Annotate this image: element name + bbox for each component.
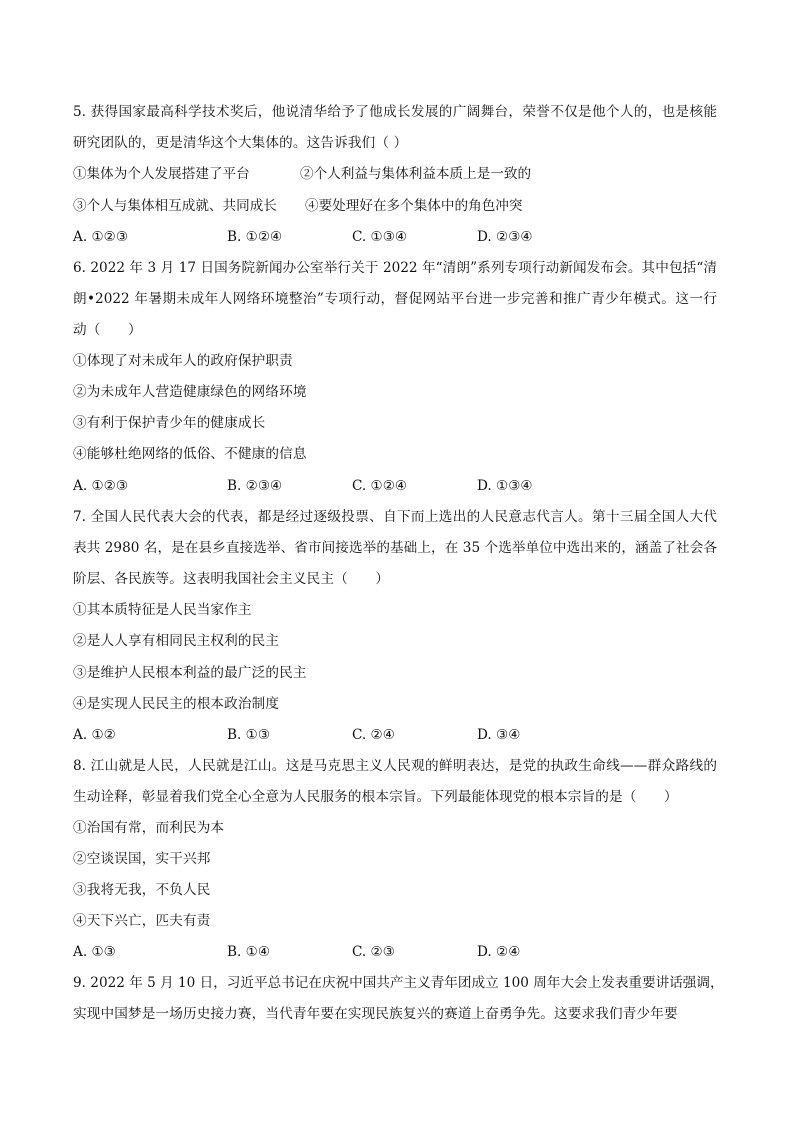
question-8-option-c: C. ②③ <box>352 944 395 960</box>
question-6-option-d: D. ①③④ <box>477 478 533 494</box>
question-6-stem-line-1: 6. 2022 年 3 月 17 日国务院新闻办公室举行关于 2022 年“清朗”系列专项行动新闻发布会。其中包括“清 <box>73 260 717 276</box>
question-6-statement-3: ③有利于保护青少年的健康成长 <box>73 415 266 431</box>
question-8-statement-2: ②空谈误国，实干兴邦 <box>73 851 211 867</box>
question-9-stem-line-1: 9. 2022 年 5 月 10 日，习近平总书记在庆祝中国共产主义青年团成立 100 周年大会上发表重要讲话强调， <box>73 975 724 991</box>
question-8-statement-1: ①治国有常，而利民为本 <box>73 820 225 836</box>
question-8-option-b: B. ①④ <box>227 944 271 960</box>
question-6-statement-2: ②为未成年人营造健康绿色的网络环境 <box>73 384 307 400</box>
question-9-stem-line-2: 实现中国梦是一场历史接力赛，当代青年要在实现民族复兴的赛道上奋勇争先。这要求我们青少年要 <box>73 1006 678 1022</box>
question-5-statement-1: ①集体为个人发展搭建了平台 <box>73 166 250 182</box>
question-5-stem-line-1: 5. 获得国家最高科学技术奖后，他说清华给予了他成长发展的广阔舞台，荣誉不仅是他个人的，也是核能 <box>73 104 717 120</box>
question-7-stem-line-2: 表共 2980 名，是在县乡直接选举、省市间接选举的基础上，在 35 个选举单位中选出来的，涵盖了社会各 <box>73 540 717 556</box>
question-6-option-b: B. ②③④ <box>227 478 283 494</box>
question-6-statement-4: ④能够杜绝网络的低俗、不健康的信息 <box>73 446 307 462</box>
question-8-stem-line-2: 生动诠释，彰显着我们党全心全意为人民服务的根本宗旨。下列最能体现党的根本宗旨的是（ ） <box>73 789 678 805</box>
question-5-statement-2: ②个人利益与集体利益本质上是一致的 <box>300 166 532 182</box>
question-7-stem-line-3: 阶层、各民族等。这表明我国社会主义民主（ ） <box>73 571 390 587</box>
question-8-stem-line-1: 8. 江山就是人民，人民就是江山。这是马克思主义人民观的鲜明表达，是党的执政生命线——群众路线的 <box>73 758 717 774</box>
question-8-statement-3: ③我将无我，不负人民 <box>73 882 211 898</box>
question-7-statement-3: ③是维护人民根本利益的最广泛的民主 <box>73 665 307 681</box>
question-8-option-d: D. ②④ <box>477 944 521 960</box>
question-7-option-b: B. ①③ <box>227 727 271 743</box>
question-7-option-d: D. ③④ <box>477 727 521 743</box>
question-7-statement-2: ②是人人享有相同民主权利的民主 <box>73 633 280 649</box>
question-7-option-a: A. ①② <box>73 727 116 743</box>
question-8-option-a: A. ①③ <box>73 944 116 960</box>
question-5-option-d: D. ②③④ <box>477 229 533 245</box>
question-6-stem-line-2: 朗•2022 年暑期未成年人网络环境整治”专项行动，督促网站平台进一步完善和推广青少年模式。这一行 <box>73 291 717 307</box>
question-7-option-c: C. ②④ <box>352 727 395 743</box>
question-5-statement-4: ④要处理好在多个集体中的角色冲突 <box>305 198 523 214</box>
question-6-stem-line-3: 动（ ） <box>73 322 142 338</box>
question-5-statement-3: ③个人与集体相互成就、共同成长 <box>73 198 277 214</box>
question-5-option-a: A. ①②③ <box>73 229 129 245</box>
question-8-statement-4: ④天下兴亡，匹夫有责 <box>73 913 211 929</box>
question-7-stem-line-1: 7. 全国人民代表大会的代表，都是经过逐级投票、自下而上选出的人民意志代言人。第十三届全国人大代 <box>73 509 717 525</box>
question-7-statement-1: ①其本质特征是人民当家作主 <box>73 602 252 618</box>
question-6-statement-1: ①体现了对未成年人的政府保护职责 <box>73 353 293 369</box>
question-7-statement-4: ④是实现人民民主的根本政治制度 <box>73 696 280 712</box>
question-5-stem-line-2: 研究团队的，更是清华这个大集体的。这告诉我们（ ） <box>73 135 408 151</box>
question-5-option-c: C. ①③④ <box>352 229 408 245</box>
question-6-option-c: C. ①②④ <box>352 478 408 494</box>
question-6-option-a: A. ①②③ <box>73 478 129 494</box>
question-5-option-b: B. ①②④ <box>227 229 283 245</box>
